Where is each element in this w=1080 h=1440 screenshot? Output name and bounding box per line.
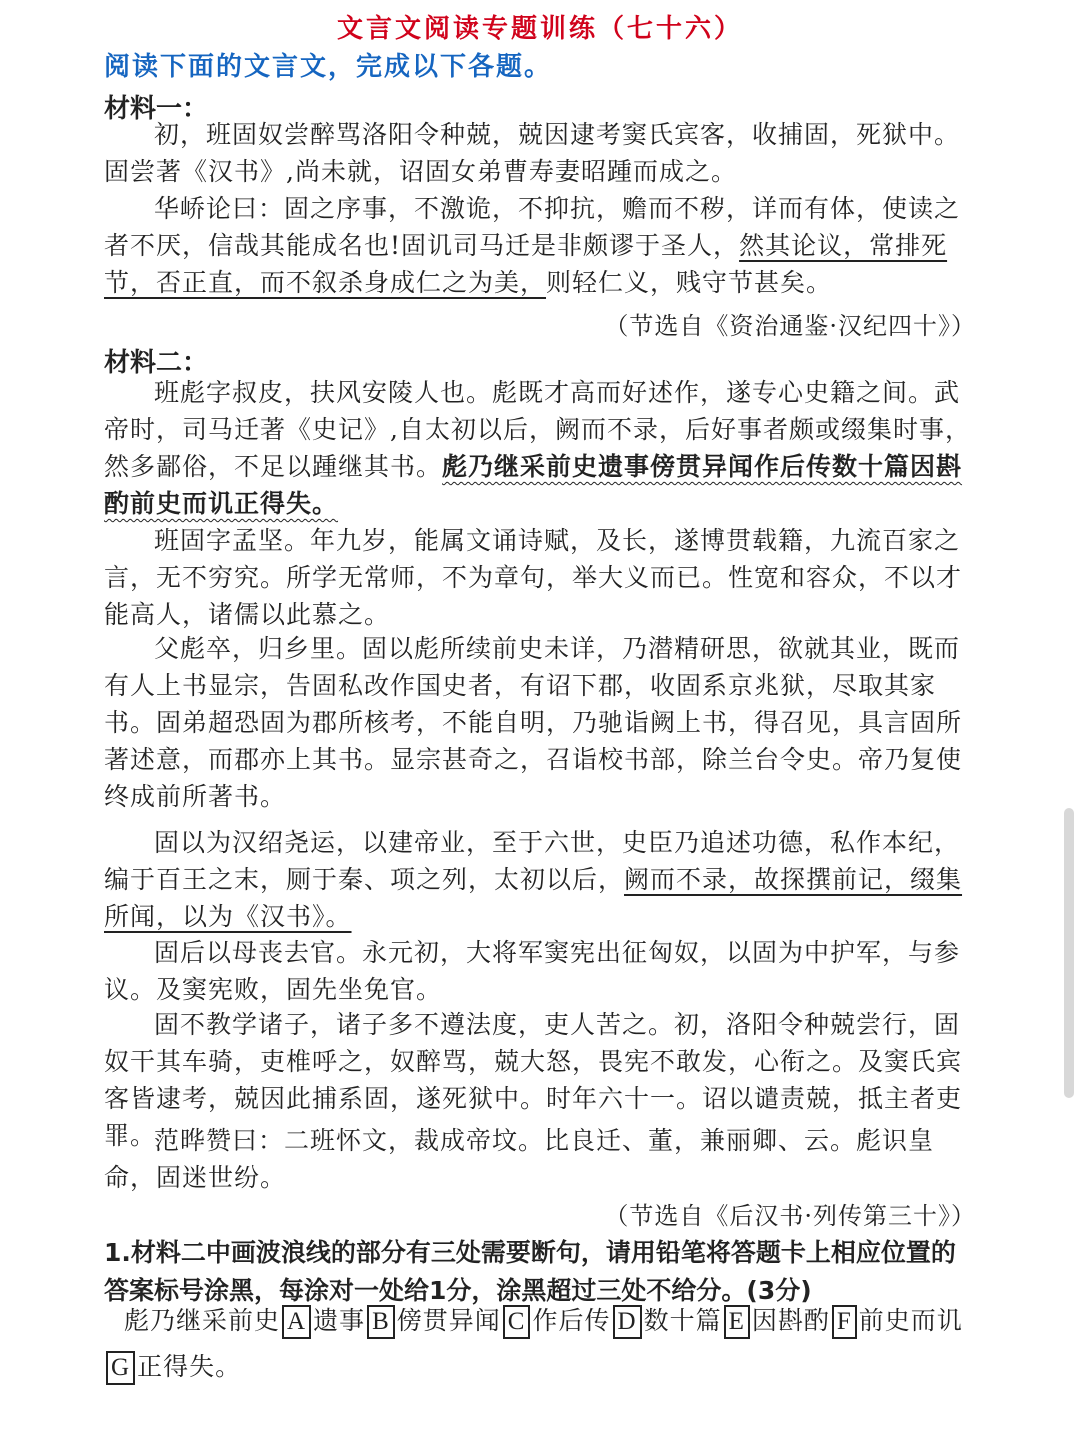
page-title: 文言文阅读专题训练（七十六）	[336, 14, 743, 44]
option-box-e: E	[724, 1305, 750, 1339]
material-two-paragraph-4: 固以为汉绍尧运，以建帝业，至于六世，史臣乃追述功德，私作本纪，编于百王之末，厕于秦、项之列，太初以后，阙而不录，故探撰前记，缀集所闻，以为《汉书》。	[104, 828, 963, 931]
option-box-d: D	[613, 1305, 642, 1339]
wavy-underlined-sentence: 彪乃继采前史遗事傍贯异闻作后传数十篇因斟酌前史而讥正得失。	[104, 452, 963, 518]
material-two-paragraph-5: 固后以母丧去官。永元初，大将军窦宪出征匈奴，以固为中护军，与参议。及窦宪败，固先坐免官。	[104, 938, 961, 1004]
option-box-a: A	[282, 1305, 311, 1339]
instruction: 阅读下面的文言文，完成以下各题。	[104, 52, 553, 82]
question-1: 1.材料二中画波浪线的部分有三处需要断句，请用铅笔将答题卡上相应位置的答案标号涂黑，每涂对一处给1分，涂黑超过三处不给分。(3分)	[104, 1238, 956, 1305]
material-one-paragraph-2: 华峤论曰：固之序事，不激诡，不抑抗，赡而不秽，详而有体，使读之者不厌，信哉其能成名也!固讥司马迁是非颇谬于圣人，然其论议，常排死节，否正直，而不叙杀身成仁之为美，则轻仁义，贱守节甚矣。	[104, 194, 961, 297]
material-one-heading: 材料一：	[104, 94, 209, 124]
option-box-f: F	[832, 1305, 857, 1339]
scrollbar[interactable]	[1064, 808, 1074, 1098]
material-two-paragraph-3: 父彪卒，归乡里。固以彪所续前史未详，乃潜精研思，欲就其业，既而有人上书显宗，告固私改作国史者，有诏下郡，收固系京兆狱，尽取其家书。固弟超恐固为郡所核考，不能自明，乃驰诣阙上书，得召见，具言固所著述意，而郡亦上其书。显宗甚奇之，召诣校书部，除兰台令史。帝乃复使终成前所著书。	[104, 634, 963, 811]
underlined-sentence: 然其论议，常排死节，否正直，而不叙杀身成仁之为美，	[104, 231, 948, 297]
material-two-paragraph-2: 班固字孟坚。年九岁，能属文诵诗赋，及长，遂博贯载籍，九流百家之言，无不穷究。所学无常师，不为章句，举大义而已。性宽和容众，不以才能高人，诸儒以此慕之。	[104, 526, 963, 629]
material-two-paragraph-1: 班彪字叔皮，扶风安陵人也。彪既才高而好述作，遂专心史籍之间。武帝时，司马迁著《史记》,自太初以后，阙而不录，后好事者颇或缀集时事，然多鄙俗，不足以踵继其书。彪乃继采前史遗事傍贯异闻作后传数十篇因斟酌前史而讥正得失。	[104, 378, 971, 518]
material-two-source: （节选自《后汉书·列传第三十》）	[604, 1202, 976, 1230]
dotted-char-chi: 驰	[598, 708, 625, 737]
option-box-g: G	[106, 1351, 135, 1385]
material-one-paragraph-1: 初，班固奴尝醉骂洛阳令种兢，兢因逮考窦氏宾客，收捕固，死狱中。固尝著《汉书》,尚未就，诏固女弟曹寿妻昭踵而成之。	[104, 120, 961, 186]
material-two-heading: 材料二：	[104, 348, 209, 378]
question-1-options: 彪乃继采前史 A 遗事 B 傍贯异闻 C 作后传 D 数十篇 E 因斟酌 F 前史而讥G 正得失。	[104, 1298, 976, 1390]
material-two-paragraph-7: 范晔赞曰：二班怀文，裁成帝坟。比良迁、董，兼丽卿、云。彪识皇命，固迷世纷。	[104, 1126, 935, 1192]
material-one-source: （节选自《资治通鉴·汉纪四十》）	[604, 312, 976, 340]
option-box-c: C	[503, 1305, 531, 1339]
option-box-b: B	[367, 1305, 395, 1339]
dotted-char-dai: 逮	[156, 1084, 183, 1113]
material-two-paragraph-6: 固不教学诸子，诸子多不遵法度，吏人苦之。初，洛阳令种兢尝行，固奴干其车骑，吏椎呼之，奴醉骂，兢大怒，畏宪不敢发，心衔之。及窦氏宾客皆逮考，兢因此捕系固，遂死狱中。时年六十一。诏以谴责兢，抵主者吏罪。	[104, 1010, 963, 1150]
dotted-char-xu: 序	[336, 194, 363, 223]
underlined-sentence-2: 阙而不录，故探撰前记，缀集所闻，以为《汉书》。	[104, 865, 963, 931]
dotted-char-chu: 除	[702, 745, 729, 774]
